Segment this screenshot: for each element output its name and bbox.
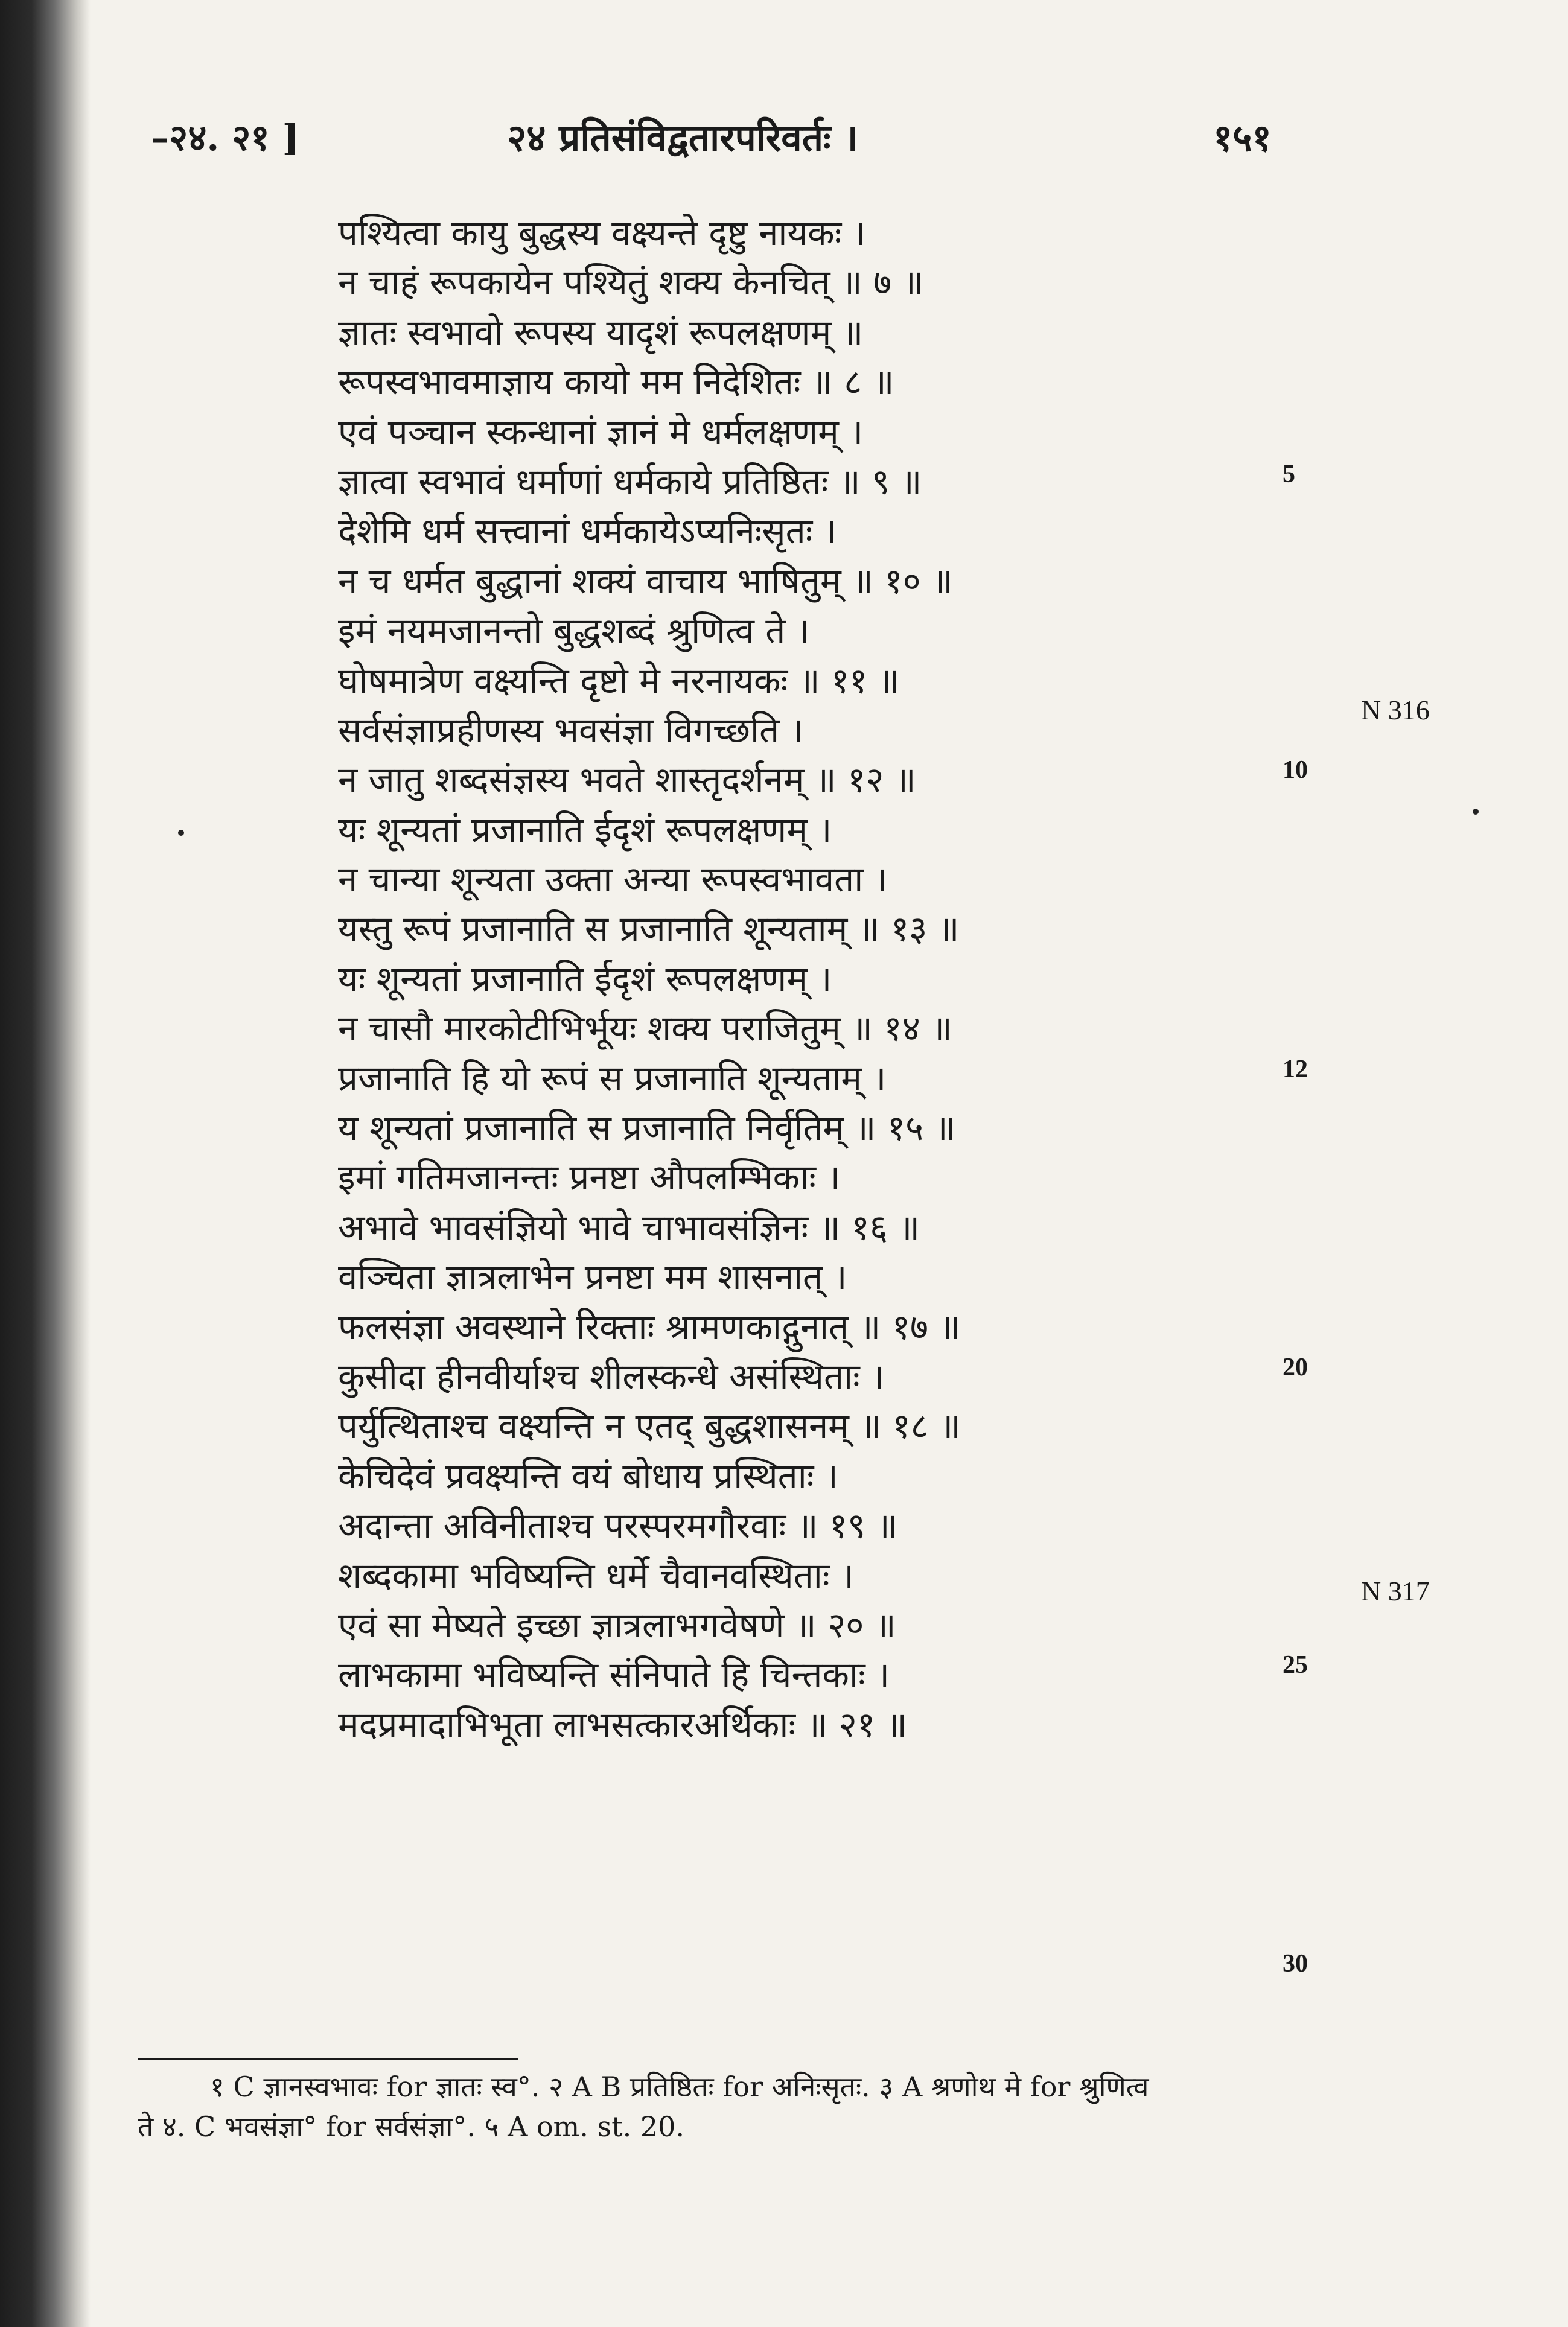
verse-block [338, 208, 1304, 1749]
ink-speck [1473, 809, 1479, 815]
line-number: 30 [1283, 1950, 1308, 1978]
ink-speck [178, 830, 184, 836]
verse-line: पर्युत्थिताश्च वक्ष्यन्ति न एतद् बुद्धशासनम् ॥ १८ ॥ [338, 1405, 961, 1447]
verse-line: एवं सा मेष्यते इच्छा ज्ञात्रलाभगवेषणे ॥ २० ॥ [338, 1604, 896, 1646]
chapter-title: २४ प्रतिसंविद्वतारपरिवर्तः । [507, 116, 858, 160]
verse-line: अभावे भावसंज्ञियो भावे चाभावसंज्ञिनः ॥ १६ ॥ [338, 1206, 920, 1248]
verse-line: न चाहं रूपकायेन पश्यितुं शक्य केनचित् ॥ ७ ॥ [338, 262, 924, 304]
verse-line: इमं नयमजानन्तो बुद्धशब्दं श्रुणित्व ते । [338, 610, 810, 652]
verse-line: यः शून्यतां प्रजानाति ईदृशं रूपलक्षणम् । [338, 809, 832, 850]
verse-line: लाभकामा भविष्यन्ति संनिपाते हि चिन्तकाः । [338, 1654, 890, 1696]
book-binding-shadow [0, 0, 91, 2327]
line-number: 20 [1283, 1354, 1308, 1381]
verse-line: य शून्यतां प्रजानाति स प्रजानाति निर्वृतिम् ॥ १५ ॥ [338, 1107, 956, 1149]
verse-line: रूपस्वभावमाज्ञाय कायो मम निदेशितः ॥ ८ ॥ [338, 361, 894, 403]
n-page-reference: N 316 [1361, 695, 1430, 725]
line-number: 25 [1283, 1651, 1308, 1679]
verse-line: पश्यित्वा कायु बुद्धस्य वक्ष्यन्ते दृष्टु नायकः । [338, 212, 866, 253]
verse-line: इमां गतिमजानन्तः प्रनष्टा औपलम्भिकाः । [338, 1157, 841, 1199]
verse-line: कुसीदा हीनवीर्याश्च शीलस्कन्धे असंस्थिताः । [338, 1355, 885, 1397]
line-number: 10 [1283, 756, 1308, 784]
verse-line: ज्ञातः स्वभावो रूपस्य यादृशं रूपलक्षणम् ॥ [338, 311, 864, 353]
verse-line: वञ्चिता ज्ञात्रलाभेन प्रनष्टा मम शासनात् । [338, 1256, 847, 1298]
verse-line: देशेमि धर्म सत्त्वानां धर्मकायेऽप्यनिःसृतः । [338, 511, 837, 552]
verse-line: न चान्या शून्यता उक्ता अन्या रूपस्वभावता । [338, 859, 888, 900]
n-page-reference: N 317 [1361, 1576, 1430, 1606]
verse-line: मदप्रमादाभिभूता लाभसत्कारअर्थिकाः ॥ २१ ॥ [338, 1704, 908, 1745]
running-header [0, 112, 1568, 166]
verse-line: न चासौ मारकोटीभिर्भूयः शक्य पराजितुम् ॥ १४ ॥ [338, 1008, 952, 1049]
verse-range: –२४. २१ ] [151, 117, 299, 159]
verse-line: शब्दकामा भविष्यन्ति धर्मे चैवानवस्थिताः । [338, 1555, 854, 1596]
verse-line: न च धर्मत बुद्धानां शक्यं वाचाय भाषितुम् ॥ १० ॥ [338, 560, 953, 602]
footnote-rule [138, 2058, 518, 2060]
verse-line: यः शून्यतां प्रजानाति ईदृशं रूपलक्षणम् । [338, 958, 832, 999]
verse-line: केचिदेवं प्रवक्ष्यन्ति वयं बोधाय प्रस्थिताः । [338, 1455, 838, 1497]
page-number: १५१ [1213, 116, 1272, 160]
footnote-line: १ C ज्ञानस्वभावः for ज्ञातः स्व°. २ A B प्रतिष्ठितः for अनिःसृतः. ३ A श्रणोथ मे for श्रुणित्व [210, 2071, 1149, 2103]
verse-line: सर्वसंज्ञाप्रहीणस्य भवसंज्ञा विगच्छति । [338, 709, 804, 751]
verse-line: यस्तु रूपं प्रजानाति स प्रजानाति शून्यताम् ॥ १३ ॥ [338, 908, 960, 950]
line-number: 12 [1283, 1055, 1308, 1083]
verse-line: फलसंज्ञा अवस्थाने रिक्ताः श्रामणकाद्गुनात् ॥ १७ ॥ [338, 1306, 961, 1348]
verse-line: न जातु शब्दसंज्ञस्य भवते शास्तृदर्शनम् ॥ १२ ॥ [338, 759, 916, 801]
verse-line: एवं पञ्चान स्कन्धानां ज्ञानं मे धर्मलक्षणम् । [338, 411, 864, 453]
footnote-line: ते ४. C भवसंज्ञा° for सर्वसंज्ञा°. ५ A om. st. 20. [138, 2110, 685, 2143]
verse-line: अदान्ता अविनीताश्च परस्परमगौरवाः ॥ १९ ॥ [338, 1505, 898, 1547]
line-number: 5 [1283, 460, 1295, 488]
verse-line: प्रजानाति हि यो रूपं स प्रजानाति शून्यताम् । [338, 1057, 887, 1099]
verse-line: घोषमात्रेण वक्ष्यन्ति दृष्टो मे नरनायकः ॥ ११ ॥ [338, 660, 900, 701]
verse-line: ज्ञात्वा स्वभावं धर्माणां धर्मकाये प्रतिष्ठितः ॥ ९ ॥ [338, 460, 922, 502]
